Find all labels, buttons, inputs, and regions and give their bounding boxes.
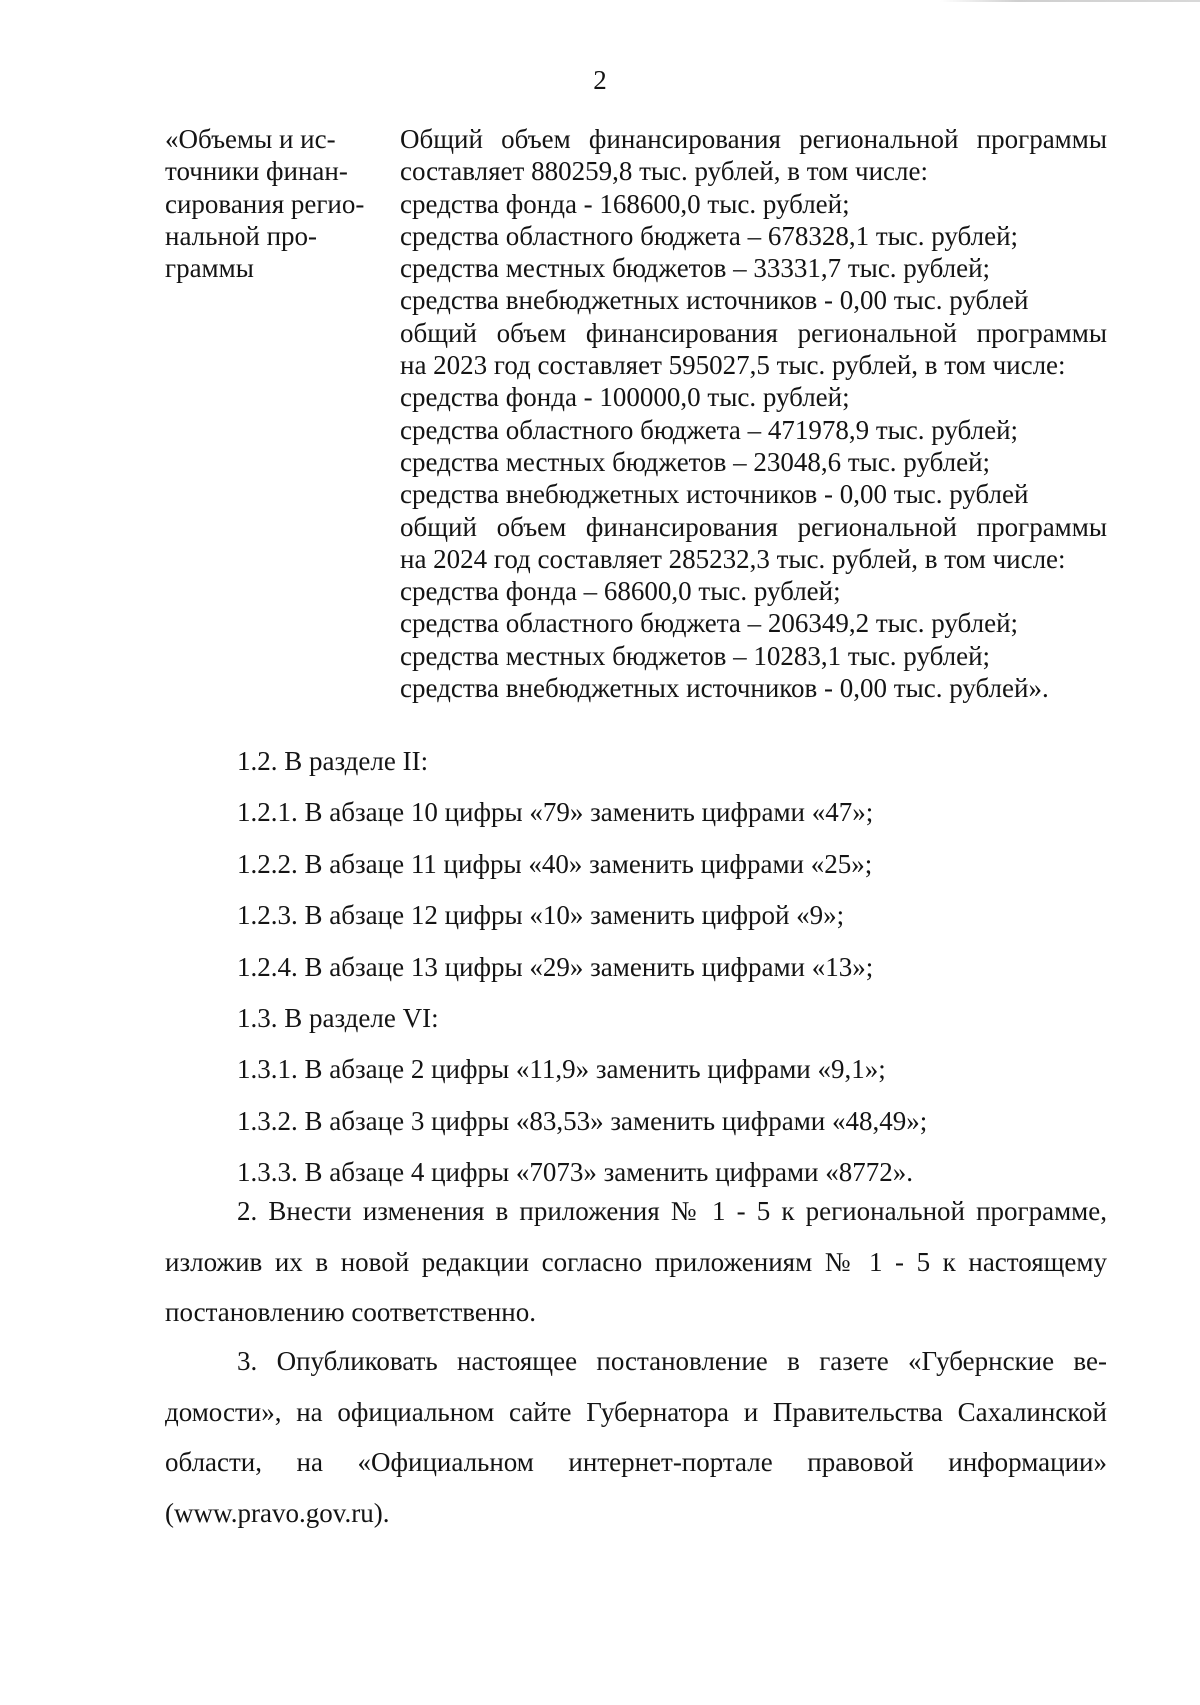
paragraph-line: области, на «Официальном интернет-портале правовой информации» bbox=[165, 1447, 1107, 1477]
passport-value-line: средства местных бюджетов – 33331,7 тыс. рублей; bbox=[400, 253, 991, 284]
passport-value-line: средства местных бюджетов – 23048,6 тыс. рублей; bbox=[400, 446, 991, 477]
passport-value-line: на 2023 год составляет 595027,5 тыс. рублей, в том числе: bbox=[400, 350, 1066, 381]
passport-label-line: граммы bbox=[165, 253, 254, 284]
paragraph-line: домости», на официальном сайте Губернатора и Правительства Сахалинской bbox=[165, 1396, 1107, 1427]
passport-label-line: сирования регио- bbox=[165, 188, 365, 219]
passport-label-line: точники финан- bbox=[165, 156, 348, 187]
paragraph-line: 2. Внести изменения в приложения № 1 - 5 к региональной программе, bbox=[237, 1196, 1107, 1226]
paragraph-2 bbox=[165, 1186, 1107, 1338]
passport-value-line: средства областного бюджета – 471978,9 тыс. рублей; bbox=[400, 414, 1019, 445]
passport-value-cell bbox=[400, 123, 1107, 704]
amendment-item: 1.3.1. В абзаце 2 цифры «11,9» заменить цифрами «9,1»; bbox=[237, 1054, 886, 1085]
passport-value-line: средства фонда - 168600,0 тыс. рублей; bbox=[400, 188, 850, 219]
passport-value-line: средства областного бюджета – 206349,2 тыс. рублей; bbox=[400, 608, 1019, 639]
passport-value-line: Общий объем финансирования региональной программы bbox=[400, 124, 1107, 154]
passport-value-line: составляет 880259,8 тыс. рублей, в том числе: bbox=[400, 156, 928, 187]
amendment-item: 1.2.2. В абзаце 11 цифры «40» заменить цифрами «25»; bbox=[237, 848, 873, 879]
paragraph-line: изложив их в новой редакции согласно приложениям № 1 - 5 к настоящему bbox=[165, 1246, 1107, 1277]
passport-value-line: средства внебюджетных источников - 0,00 тыс. рублей bbox=[400, 479, 1029, 510]
page-number: 2 bbox=[593, 65, 607, 95]
passport-value-line: средства внебюджетных источников - 0,00 тыс. рублей bbox=[400, 285, 1029, 316]
passport-value-line: общий объем финансирования региональной программы bbox=[400, 511, 1107, 542]
amendment-item: 1.3.2. В абзаце 3 цифры «83,53» заменить цифрами «48,49»; bbox=[237, 1105, 928, 1136]
scan-edge-line bbox=[940, 0, 1200, 2]
amendment-item: 1.2.4. В абзаце 13 цифры «29» заменить цифрами «13»; bbox=[237, 951, 874, 982]
amendment-item: 1.3.3. В абзаце 4 цифры «7073» заменить цифрами «8772». bbox=[237, 1157, 913, 1188]
amendments-list bbox=[237, 742, 1107, 1205]
paragraph-line: постановлению соответственно. bbox=[165, 1297, 536, 1327]
passport-label-cell bbox=[165, 123, 380, 284]
passport-label-line: нальной про- bbox=[165, 220, 318, 251]
passport-label-line: «Объемы и ис- bbox=[165, 124, 336, 154]
amendment-item: 1.2.1. В абзаце 10 цифры «79» заменить цифрами «47»; bbox=[237, 797, 874, 828]
amendment-item: 1.2. В разделе II: bbox=[237, 746, 429, 776]
passport-value-line: средства фонда – 68600,0 тыс. рублей; bbox=[400, 576, 841, 607]
amendment-item: 1.2.3. В абзаце 12 цифры «10» заменить цифрой «9»; bbox=[237, 900, 845, 931]
paragraph-3 bbox=[165, 1336, 1107, 1538]
paragraph-line: (www.pravo.gov.ru). bbox=[165, 1497, 390, 1528]
passport-value-line: средства областного бюджета – 678328,1 тыс. рублей; bbox=[400, 220, 1019, 251]
paragraph-line: 3. Опубликовать настоящее постановление в газете «Губернские ве- bbox=[237, 1346, 1107, 1376]
passport-value-line: средства местных бюджетов – 10283,1 тыс. рублей; bbox=[400, 640, 991, 671]
passport-value-line: на 2024 год составляет 285232,3 тыс. рублей, в том числе: bbox=[400, 543, 1066, 574]
passport-value-line: средства фонда - 100000,0 тыс. рублей; bbox=[400, 382, 850, 413]
amendment-item: 1.3. В разделе VI: bbox=[237, 1002, 439, 1033]
passport-value-line: средства внебюджетных источников - 0,00 тыс. рублей». bbox=[400, 673, 1049, 704]
passport-value-line: общий объем финансирования региональной программы bbox=[400, 317, 1107, 348]
